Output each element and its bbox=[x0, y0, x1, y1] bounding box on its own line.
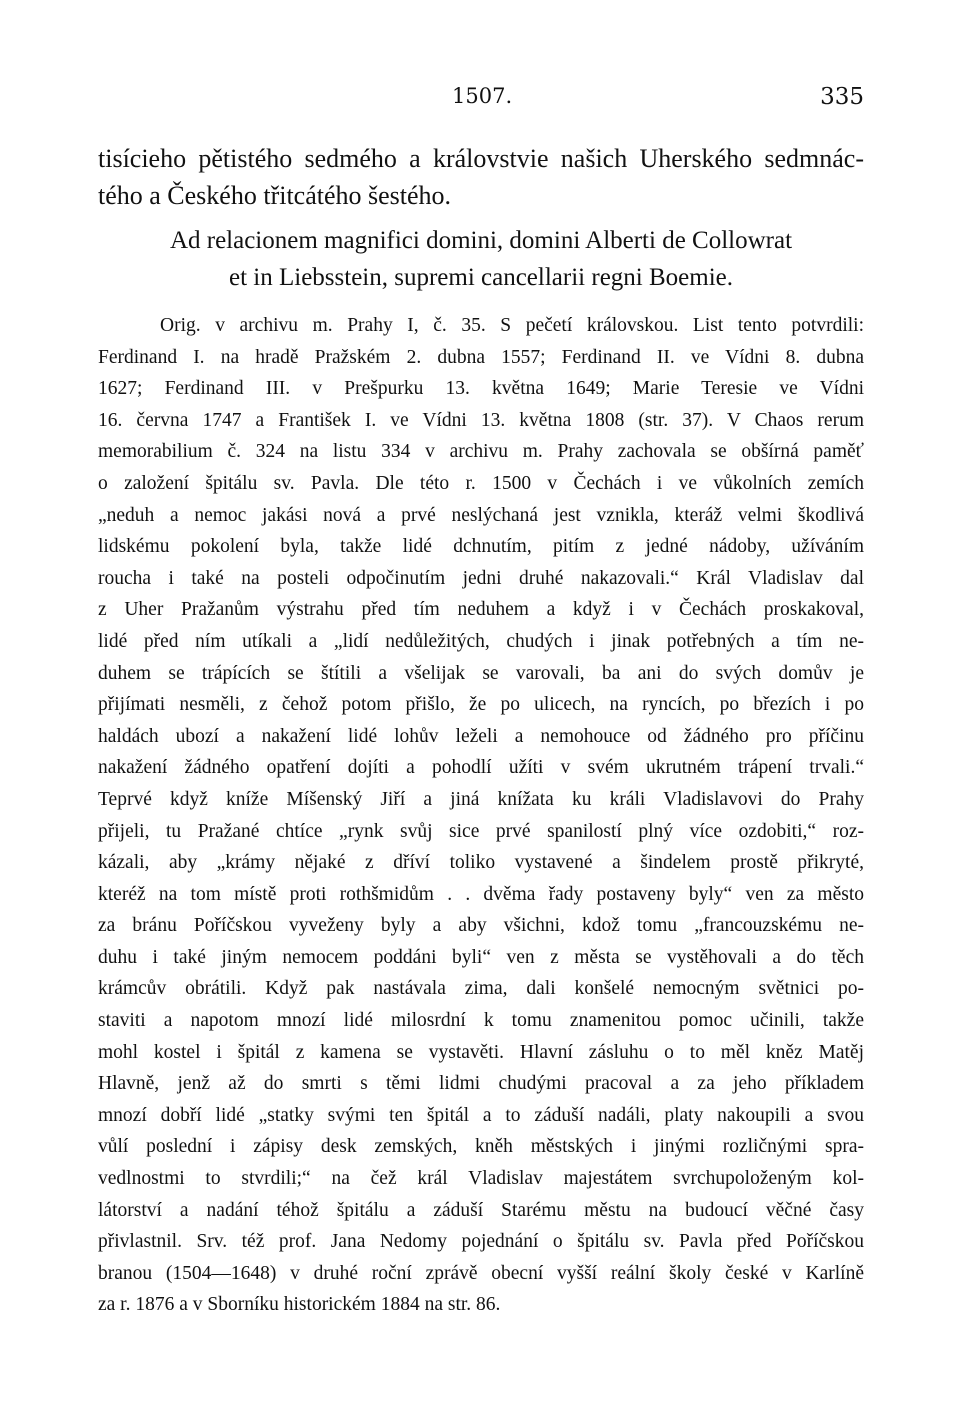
note-line: vůlí poslední i zápisy desk zemských, kněh městských i jinými rozličnými spra- bbox=[98, 1136, 864, 1158]
note-line: mohl kostel i špitál z kamena se vystavěti. Hlavní zásluhu o to měl kněz Matěj bbox=[98, 1041, 864, 1063]
note-line: duhu i také jiným nemocem poddáni byli“ ven z města se vystěhovali a do těch bbox=[98, 946, 864, 968]
note-line: vedlnostmi to stvrdili;“ na čež král Vladislav majestátem svrchupoloženým kol- bbox=[98, 1168, 864, 1190]
note-line: kteréž na tom místě proti rothšmidům . . dvěma řady postaveny byly“ ven za město bbox=[98, 883, 864, 905]
note-line: nakažení žádného opatření dojíti a pohodlí užíti v svém ukrutném trápení trvali.“ bbox=[98, 757, 864, 779]
note-line: přijeli, tu Pražané chtíce „rynk svůj sice prvé spanilostí plný více ozdobiti,“ roz- bbox=[98, 820, 864, 842]
relation-note bbox=[98, 222, 864, 296]
text-line: et in Liebsstein, supremi cancellarii regni Boemie. bbox=[228, 264, 733, 291]
charter-closing-paragraph bbox=[98, 140, 864, 214]
text-line: tisícieho pětistého sedmého a královstvie našich Uherského sedmnác- bbox=[98, 144, 864, 173]
note-line: látorství a nadání téhož špitálu a záduší Starému městu na budoucí věčné časy bbox=[98, 1199, 864, 1221]
page-number: 335 bbox=[820, 84, 864, 110]
note-line: lidé před ním utíkali a „lidí nedůležitých, chudých i jinak potřebných a tím ne- bbox=[98, 630, 864, 652]
note-line: přivlastnil. Srv. též prof. Jana Nedomy pojednání o špitálu sv. Pavla před Poříčskou bbox=[98, 1231, 864, 1253]
note-line: z Uher Pražanům výstrahu před tím neduhem a když i v Čechách proskakoval, bbox=[98, 599, 864, 621]
archival-notes bbox=[98, 310, 864, 1321]
note-line: branou (1504—1648) v druhé roční zprávě obecní vyšší reální školy české v Karlíně bbox=[98, 1262, 864, 1284]
note-line: Hlavně, jenž až do smrti s těmi lidmi chudými pracoval a za jeho příkladem bbox=[98, 1073, 864, 1095]
note-line: haldách ubozí a nakažení lidé lohův leželi a nemohouce od žádného pro příčinu bbox=[98, 725, 864, 747]
note-line: Ferdinand I. na hradě Pražském 2. dubna 1557; Ferdinand II. ve Vídni 8. dubna bbox=[98, 346, 864, 368]
page-header bbox=[0, 84, 960, 118]
note-line: roucha i také na posteli odpočinutím jedni druhé nakazovali.“ Král Vladislav dal bbox=[98, 567, 864, 589]
note-line: 16. června 1747 a František I. ve Vídni 13. května 1808 (str. 37). V Chaos rerum bbox=[98, 409, 864, 431]
text-line: Ad relacionem magnifici domini, domini Alberti de Collowrat bbox=[169, 227, 793, 254]
note-line: krámcův obrátili. Když pak nastávala zima, dali konšelé nemocným světnici po- bbox=[98, 978, 864, 1000]
note-line: přijímati nesměli, z čehož potom přišlo, že po ulicech, na ryncích, po březích i po bbox=[98, 694, 864, 716]
note-line: duhem se trápících se štítili a všelijak se varovali, ba ani do svých domův je bbox=[98, 662, 864, 684]
note-line: staviti a napotom mnozí lidé milosrdní k tomu znamenitou pomoc učinili, takže bbox=[98, 1010, 864, 1032]
note-line: o založení špitálu sv. Pavla. Dle této r. 1500 v Čechách i ve vůkolních zemích bbox=[98, 472, 864, 494]
note-line: memorabilium č. 324 na listu 334 v archivu m. Prahy zachovala se obšírná paměť bbox=[98, 441, 864, 463]
note-line: za r. 1876 a v Sborníku historickém 1884 na str. 86. bbox=[98, 1294, 501, 1316]
note-line: 1627; Ferdinand III. v Prešpurku 13. května 1649; Marie Teresie ve Vídni bbox=[98, 378, 864, 400]
text-line: tého a Českého třitcátého šestého. bbox=[98, 181, 452, 210]
note-line: za bránu Poříčskou vyveženy byly a aby všichni, kdož tomu „francouzskému ne- bbox=[98, 915, 864, 937]
note-line: lidskému pokolení byla, takže lidé dchnutím, pitím z jedné nádoby, užíváním bbox=[98, 536, 864, 558]
note-line: mnozí dobří lidé „statky svými ten špitál a to záduší nadáli, platy nakoupili a svou bbox=[98, 1104, 864, 1126]
header-year: 1507. bbox=[452, 84, 513, 108]
note-line: „neduh a nemoc jakási nová a prvé neslýchaná jest vznikla, kteráž velmi škodlivá bbox=[98, 504, 864, 526]
note-line: Orig. v archivu m. Prahy I, č. 35. S pečetí královskou. List tento potvrdili: bbox=[160, 315, 864, 336]
note-line: Teprvé když kníže Míšenský Jiří a jiná knížata ku králi Vladislavovi do Prahy bbox=[98, 788, 864, 810]
note-line: kázali, aby „krámy nějaké z dříví toliko vystavené a šindelem prostě přikryté, bbox=[98, 852, 864, 874]
